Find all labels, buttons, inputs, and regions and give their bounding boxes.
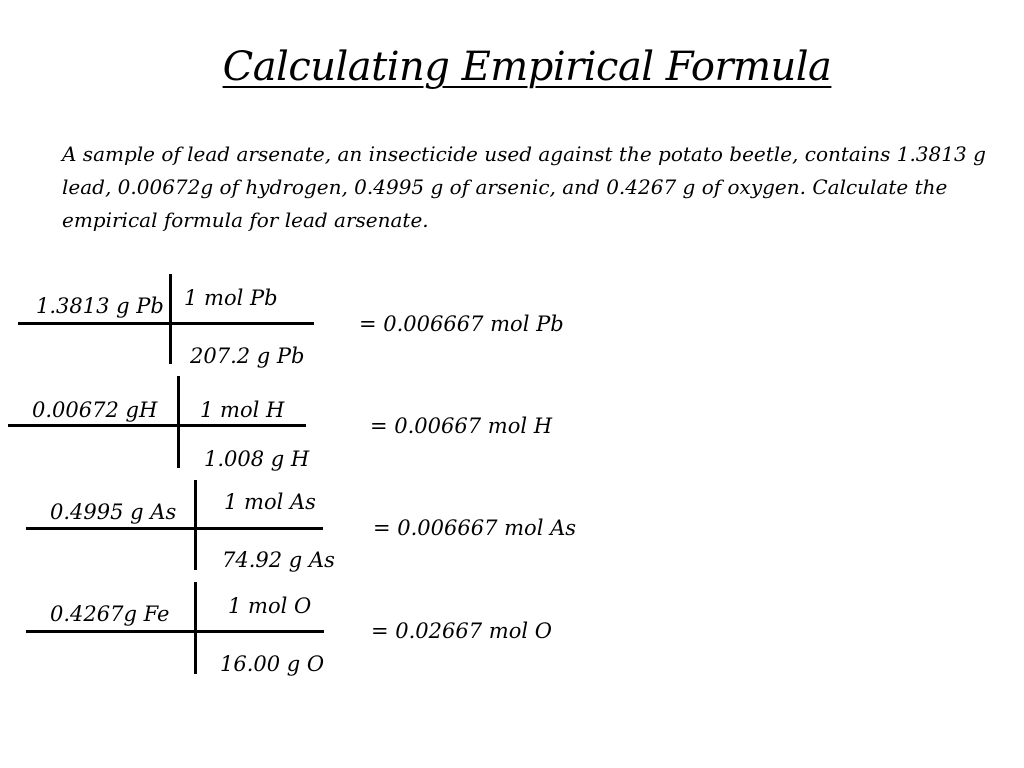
given-quantity: 0.00672 gH	[32, 398, 158, 422]
numerator: 1 mol O	[228, 594, 312, 618]
given-quantity: 0.4267g Fe	[50, 602, 170, 626]
numerator: 1 mol H	[200, 398, 285, 422]
factor-divider	[169, 274, 172, 364]
problem-statement	[62, 138, 986, 237]
problem-line: A sample of lead arsenate, an insecticide used against the potato beetle, contains 1.3813 g	[62, 142, 986, 166]
denominator: 207.2 g Pb	[190, 344, 305, 368]
result: = 0.02667 mol O	[371, 619, 552, 643]
denominator: 1.008 g H	[204, 447, 310, 471]
denominator: 16.00 g O	[220, 652, 325, 676]
result: = 0.00667 mol H	[370, 414, 553, 438]
factor-divider	[194, 480, 197, 570]
given-quantity: 0.4995 g As	[50, 500, 177, 524]
problem-line: empirical formula for lead arsenate.	[62, 208, 429, 232]
problem-line: lead, 0.00672g of hydrogen, 0.4995 g of arsenic, and 0.4267 g of oxygen. Calculate the	[62, 175, 948, 199]
factor-divider	[194, 582, 197, 674]
fraction-bar	[18, 322, 314, 325]
given-quantity: 1.3813 g Pb	[36, 294, 164, 318]
result: = 0.006667 mol Pb	[359, 312, 564, 336]
numerator: 1 mol As	[224, 490, 316, 514]
fraction-bar	[26, 527, 323, 530]
result: = 0.006667 mol As	[373, 516, 577, 540]
denominator: 74.92 g As	[222, 548, 335, 572]
slide-title: Calculating Empirical Formula	[222, 44, 832, 90]
fraction-bar	[8, 424, 306, 427]
numerator: 1 mol Pb	[184, 286, 278, 310]
fraction-bar	[26, 630, 324, 633]
factor-divider	[177, 376, 180, 468]
